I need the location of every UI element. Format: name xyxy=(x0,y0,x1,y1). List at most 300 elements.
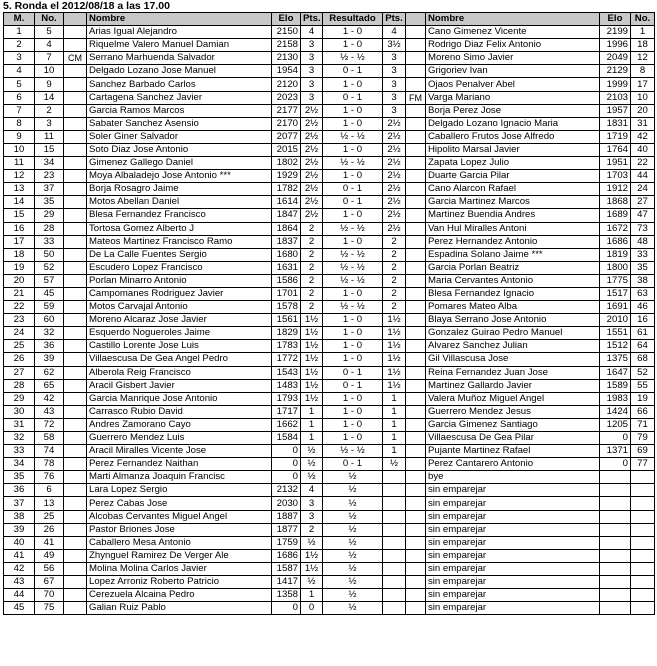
result: ½ xyxy=(323,484,383,497)
black-number xyxy=(631,562,655,575)
table-row xyxy=(4,549,655,562)
black-name: Valera Muñoz Miguel Angel xyxy=(426,392,600,405)
white-elo: 1772 xyxy=(272,353,301,366)
col-header-elo: Elo xyxy=(272,13,301,26)
result: 0 - 1 xyxy=(323,183,383,196)
board-number: 31 xyxy=(4,418,35,431)
board-number: 27 xyxy=(4,366,35,379)
result: 1 - 0 xyxy=(323,39,383,52)
white-elo: 1954 xyxy=(272,65,301,78)
white-elo: 2023 xyxy=(272,91,301,104)
black-name: Cano Gimenez Vicente xyxy=(426,26,600,39)
black-name: bye xyxy=(426,471,600,484)
black-number: 68 xyxy=(631,353,655,366)
black-elo: 1983 xyxy=(600,392,631,405)
black-title xyxy=(406,26,426,39)
result: 1 - 0 xyxy=(323,78,383,91)
white-points: 2½ xyxy=(301,104,323,117)
white-elo: 2015 xyxy=(272,143,301,156)
black-name: Reina Fernandez Juan Jose xyxy=(426,366,600,379)
white-number: 33 xyxy=(35,235,64,248)
board-number: 32 xyxy=(4,432,35,445)
white-number: 34 xyxy=(35,157,64,170)
white-points: 2 xyxy=(301,274,323,287)
black-number: 46 xyxy=(631,301,655,314)
white-name: Guerrero Mendez Luis xyxy=(87,432,272,445)
table-row xyxy=(4,157,655,170)
white-points: 1½ xyxy=(301,327,323,340)
black-elo: 1205 xyxy=(600,418,631,431)
white-elo: 1887 xyxy=(272,510,301,523)
black-number xyxy=(631,536,655,549)
black-points: 1 xyxy=(383,432,406,445)
black-name: Guerrero Mendez Jesus xyxy=(426,405,600,418)
table-row xyxy=(4,340,655,353)
black-elo xyxy=(600,549,631,562)
white-elo: 2120 xyxy=(272,78,301,91)
white-points: 4 xyxy=(301,484,323,497)
black-name: Espadina Solano Jaime *** xyxy=(426,248,600,261)
white-points: 1½ xyxy=(301,549,323,562)
white-name: Moya Albaladejo Jose Antonio *** xyxy=(87,170,272,183)
black-number: 38 xyxy=(631,274,655,287)
white-elo: 1417 xyxy=(272,576,301,589)
col-header-nombre-2: Nombre xyxy=(426,13,600,26)
table-row xyxy=(4,52,655,65)
black-number: 22 xyxy=(631,157,655,170)
result: ½ xyxy=(323,576,383,589)
black-number: 52 xyxy=(631,366,655,379)
board-number: 20 xyxy=(4,274,35,287)
white-points: 3 xyxy=(301,52,323,65)
black-number: 79 xyxy=(631,432,655,445)
board-number: 30 xyxy=(4,405,35,418)
white-points: 3 xyxy=(301,510,323,523)
white-points: 1½ xyxy=(301,379,323,392)
result: ½ xyxy=(323,497,383,510)
black-title xyxy=(406,445,426,458)
black-number: 35 xyxy=(631,261,655,274)
black-elo xyxy=(600,484,631,497)
result: ½ - ½ xyxy=(323,445,383,458)
white-number: 45 xyxy=(35,287,64,300)
black-number xyxy=(631,523,655,536)
white-elo: 2170 xyxy=(272,117,301,130)
white-number: 7 xyxy=(35,52,64,65)
white-name: Moreno Alcaraz Jose Javier xyxy=(87,314,272,327)
white-number: 72 xyxy=(35,418,64,431)
table-row xyxy=(4,602,655,615)
board-number: 39 xyxy=(4,523,35,536)
black-points: 1 xyxy=(383,418,406,431)
white-elo: 2030 xyxy=(272,497,301,510)
white-name: Gimenez Gallego Daniel xyxy=(87,157,272,170)
black-title xyxy=(406,602,426,615)
black-name: Delgado Lozano Ignacio Maria xyxy=(426,117,600,130)
black-title xyxy=(406,170,426,183)
white-name: Sabater Sanchez Asensio xyxy=(87,117,272,130)
white-name: Porlan Minarro Antonio xyxy=(87,274,272,287)
black-number: 40 xyxy=(631,143,655,156)
white-name: Garcia Manrique Jose Antonio xyxy=(87,392,272,405)
black-points: 2½ xyxy=(383,170,406,183)
black-name: Perez Cantarero Antonio xyxy=(426,458,600,471)
black-elo: 2129 xyxy=(600,65,631,78)
black-points xyxy=(383,602,406,615)
white-elo: 1717 xyxy=(272,405,301,418)
result: 1 - 0 xyxy=(323,143,383,156)
black-elo: 2103 xyxy=(600,91,631,104)
board-number: 18 xyxy=(4,248,35,261)
table-row xyxy=(4,353,655,366)
board-number: 10 xyxy=(4,143,35,156)
result: 1 - 0 xyxy=(323,287,383,300)
white-title xyxy=(64,222,87,235)
white-title xyxy=(64,562,87,575)
white-title xyxy=(64,589,87,602)
col-header-resultado: Resultado xyxy=(323,13,383,26)
black-number: 73 xyxy=(631,222,655,235)
black-title xyxy=(406,471,426,484)
white-elo: 1587 xyxy=(272,562,301,575)
black-name: Martinez Buendia Andres xyxy=(426,209,600,222)
result: 1 - 0 xyxy=(323,170,383,183)
black-title xyxy=(406,405,426,418)
board-number: 44 xyxy=(4,589,35,602)
white-points: 1 xyxy=(301,432,323,445)
result: 1 - 0 xyxy=(323,353,383,366)
white-title xyxy=(64,130,87,143)
white-name: Aracil Gisbert Javier xyxy=(87,379,272,392)
white-points: 3 xyxy=(301,497,323,510)
black-title xyxy=(406,484,426,497)
black-name: Pujante Martinez Rafael xyxy=(426,445,600,458)
black-name: sin emparejar xyxy=(426,523,600,536)
black-points: 1½ xyxy=(383,379,406,392)
white-elo: 2177 xyxy=(272,104,301,117)
black-title xyxy=(406,353,426,366)
white-number: 37 xyxy=(35,183,64,196)
board-number: 36 xyxy=(4,484,35,497)
black-elo xyxy=(600,510,631,523)
table-row xyxy=(4,170,655,183)
table-row xyxy=(4,523,655,536)
white-name: Serrano Marhuenda Salvador xyxy=(87,52,272,65)
board-number: 41 xyxy=(4,549,35,562)
black-title: FM xyxy=(406,91,426,104)
black-elo: 0 xyxy=(600,458,631,471)
white-title xyxy=(64,261,87,274)
col-header-title xyxy=(64,13,87,26)
white-elo: 2150 xyxy=(272,26,301,39)
table-row xyxy=(4,261,655,274)
white-points: 1½ xyxy=(301,392,323,405)
white-elo: 1680 xyxy=(272,248,301,261)
table-row xyxy=(4,366,655,379)
black-number xyxy=(631,484,655,497)
white-points: 1½ xyxy=(301,562,323,575)
white-number: 74 xyxy=(35,445,64,458)
black-title xyxy=(406,432,426,445)
black-elo: 1912 xyxy=(600,183,631,196)
black-number xyxy=(631,576,655,589)
black-points: 2 xyxy=(383,287,406,300)
black-title xyxy=(406,392,426,405)
black-elo: 1996 xyxy=(600,39,631,52)
white-points: 2 xyxy=(301,301,323,314)
black-elo xyxy=(600,589,631,602)
table-row xyxy=(4,235,655,248)
black-title xyxy=(406,157,426,170)
black-points: 3½ xyxy=(383,39,406,52)
white-points: 3 xyxy=(301,91,323,104)
black-title xyxy=(406,209,426,222)
board-number: 37 xyxy=(4,497,35,510)
black-points: 2½ xyxy=(383,196,406,209)
black-number: 16 xyxy=(631,314,655,327)
white-elo: 1686 xyxy=(272,549,301,562)
black-elo: 2199 xyxy=(600,26,631,39)
board-number: 4 xyxy=(4,65,35,78)
white-number: 41 xyxy=(35,536,64,549)
black-title xyxy=(406,562,426,575)
white-number: 59 xyxy=(35,301,64,314)
board-number: 23 xyxy=(4,314,35,327)
board-number: 15 xyxy=(4,209,35,222)
white-name: Galian Ruiz Pablo xyxy=(87,602,272,615)
black-number: 24 xyxy=(631,183,655,196)
board-number: 11 xyxy=(4,157,35,170)
white-name: Alberola Reig Francisco xyxy=(87,366,272,379)
result: ½ - ½ xyxy=(323,261,383,274)
black-name: sin emparejar xyxy=(426,576,600,589)
white-name: Castillo Lorente Jose Luis xyxy=(87,340,272,353)
white-points: ½ xyxy=(301,458,323,471)
black-title xyxy=(406,183,426,196)
white-title xyxy=(64,314,87,327)
black-points: 3 xyxy=(383,104,406,117)
white-title xyxy=(64,301,87,314)
white-title xyxy=(64,91,87,104)
black-elo: 1647 xyxy=(600,366,631,379)
white-name: Marti Almanza Joaquin Francisc xyxy=(87,471,272,484)
white-elo: 2077 xyxy=(272,130,301,143)
table-row xyxy=(4,458,655,471)
white-number: 52 xyxy=(35,261,64,274)
black-title xyxy=(406,196,426,209)
white-name: Mateos Martinez Francisco Ramo xyxy=(87,235,272,248)
black-number: 33 xyxy=(631,248,655,261)
black-points: 2½ xyxy=(383,143,406,156)
board-number: 8 xyxy=(4,117,35,130)
black-points: 2 xyxy=(383,261,406,274)
white-title xyxy=(64,157,87,170)
black-number: 18 xyxy=(631,39,655,52)
white-name: Cartagena Sanchez Javier xyxy=(87,91,272,104)
white-elo: 0 xyxy=(272,471,301,484)
black-title xyxy=(406,536,426,549)
white-points: 1½ xyxy=(301,353,323,366)
white-points: 2½ xyxy=(301,157,323,170)
black-number: 55 xyxy=(631,379,655,392)
black-title xyxy=(406,52,426,65)
white-number: 56 xyxy=(35,562,64,575)
black-number xyxy=(631,549,655,562)
black-points: 3 xyxy=(383,65,406,78)
black-title xyxy=(406,261,426,274)
black-number: 64 xyxy=(631,340,655,353)
white-elo: 0 xyxy=(272,445,301,458)
white-elo: 0 xyxy=(272,602,301,615)
black-number: 48 xyxy=(631,235,655,248)
white-name: Lopez Arroniz Roberto Patricio xyxy=(87,576,272,589)
black-number: 61 xyxy=(631,327,655,340)
black-points: 2½ xyxy=(383,222,406,235)
black-name: Garcia Porlan Beatriz xyxy=(426,261,600,274)
white-points: 2½ xyxy=(301,143,323,156)
board-number: 19 xyxy=(4,261,35,274)
table-row xyxy=(4,26,655,39)
white-number: 32 xyxy=(35,327,64,340)
white-elo: 1631 xyxy=(272,261,301,274)
white-name: Aracil Miralles Vicente Jose xyxy=(87,445,272,458)
white-points: 2 xyxy=(301,523,323,536)
black-number: 47 xyxy=(631,209,655,222)
white-title xyxy=(64,209,87,222)
result: 0 - 1 xyxy=(323,458,383,471)
white-points: ½ xyxy=(301,536,323,549)
board-number: 40 xyxy=(4,536,35,549)
white-number: 25 xyxy=(35,510,64,523)
black-points: 1½ xyxy=(383,314,406,327)
white-title xyxy=(64,471,87,484)
white-title xyxy=(64,340,87,353)
board-number: 17 xyxy=(4,235,35,248)
white-number: 76 xyxy=(35,471,64,484)
result: ½ xyxy=(323,523,383,536)
white-points: 2 xyxy=(301,261,323,274)
white-title xyxy=(64,143,87,156)
result: ½ - ½ xyxy=(323,130,383,143)
result: ½ - ½ xyxy=(323,248,383,261)
white-elo: 1358 xyxy=(272,589,301,602)
black-points: 1 xyxy=(383,445,406,458)
black-name: sin emparejar xyxy=(426,484,600,497)
black-title xyxy=(406,235,426,248)
black-name: Cano Alarcon Rafael xyxy=(426,183,600,196)
white-name: De La Calle Fuentes Sergio xyxy=(87,248,272,261)
black-points: 3 xyxy=(383,52,406,65)
white-name: Esquerdo Nogueroles Jaime xyxy=(87,327,272,340)
black-number: 19 xyxy=(631,392,655,405)
board-number: 33 xyxy=(4,445,35,458)
table-row xyxy=(4,562,655,575)
white-name: Arias Igual Alejandro xyxy=(87,26,272,39)
black-elo: 1371 xyxy=(600,445,631,458)
black-points: 2 xyxy=(383,301,406,314)
white-number: 36 xyxy=(35,340,64,353)
white-title xyxy=(64,248,87,261)
black-name: sin emparejar xyxy=(426,602,600,615)
black-name: Ojaos Penalver Abel xyxy=(426,78,600,91)
white-number: 62 xyxy=(35,366,64,379)
black-name: Zapata Lopez Julio xyxy=(426,157,600,170)
black-elo xyxy=(600,602,631,615)
result: 0 - 1 xyxy=(323,379,383,392)
table-row xyxy=(4,196,655,209)
black-name: Villaescusa De Gea Pilar xyxy=(426,432,600,445)
col-header-nombre: Nombre xyxy=(87,13,272,26)
black-points xyxy=(383,497,406,510)
white-title xyxy=(64,510,87,523)
white-title xyxy=(64,602,87,615)
black-elo: 2049 xyxy=(600,52,631,65)
white-title xyxy=(64,183,87,196)
table-row xyxy=(4,91,655,104)
black-number: 77 xyxy=(631,458,655,471)
white-name: Molina Molina Carlos Javier xyxy=(87,562,272,575)
black-elo: 1703 xyxy=(600,170,631,183)
black-elo xyxy=(600,536,631,549)
black-name: Moreno Simo Javier xyxy=(426,52,600,65)
white-number: 49 xyxy=(35,549,64,562)
black-elo: 1551 xyxy=(600,327,631,340)
white-number: 42 xyxy=(35,392,64,405)
white-elo: 1829 xyxy=(272,327,301,340)
board-number: 42 xyxy=(4,562,35,575)
black-name: Alvarez Sanchez Julian xyxy=(426,340,600,353)
black-elo: 1764 xyxy=(600,143,631,156)
white-title xyxy=(64,327,87,340)
table-row xyxy=(4,301,655,314)
white-number: 10 xyxy=(35,65,64,78)
white-elo: 1929 xyxy=(272,170,301,183)
black-elo: 2010 xyxy=(600,314,631,327)
result: ½ xyxy=(323,549,383,562)
black-number: 20 xyxy=(631,104,655,117)
table-row xyxy=(4,143,655,156)
white-title xyxy=(64,117,87,130)
white-title xyxy=(64,287,87,300)
white-elo: 1877 xyxy=(272,523,301,536)
board-number: 22 xyxy=(4,301,35,314)
table-row xyxy=(4,65,655,78)
black-points: 2½ xyxy=(383,117,406,130)
black-number: 44 xyxy=(631,170,655,183)
white-points: 1½ xyxy=(301,314,323,327)
result: ½ xyxy=(323,471,383,484)
black-points: 1½ xyxy=(383,327,406,340)
white-elo: 1614 xyxy=(272,196,301,209)
white-name: Andres Zamorano Cayo xyxy=(87,418,272,431)
white-title xyxy=(64,78,87,91)
black-elo: 1957 xyxy=(600,104,631,117)
white-title xyxy=(64,549,87,562)
white-number: 78 xyxy=(35,458,64,471)
white-name: Alcobas Cervantes Miguel Angel xyxy=(87,510,272,523)
black-points: 1 xyxy=(383,392,406,405)
black-points: 3 xyxy=(383,78,406,91)
white-name: Borja Rosagro Jaime xyxy=(87,183,272,196)
result: ½ - ½ xyxy=(323,52,383,65)
white-name: Riquelme Valero Manuel Damian xyxy=(87,39,272,52)
white-title xyxy=(64,405,87,418)
white-name: Lara Lopez Sergio xyxy=(87,484,272,497)
white-elo: 1662 xyxy=(272,418,301,431)
black-name: sin emparejar xyxy=(426,510,600,523)
table-row xyxy=(4,589,655,602)
white-number: 28 xyxy=(35,222,64,235)
